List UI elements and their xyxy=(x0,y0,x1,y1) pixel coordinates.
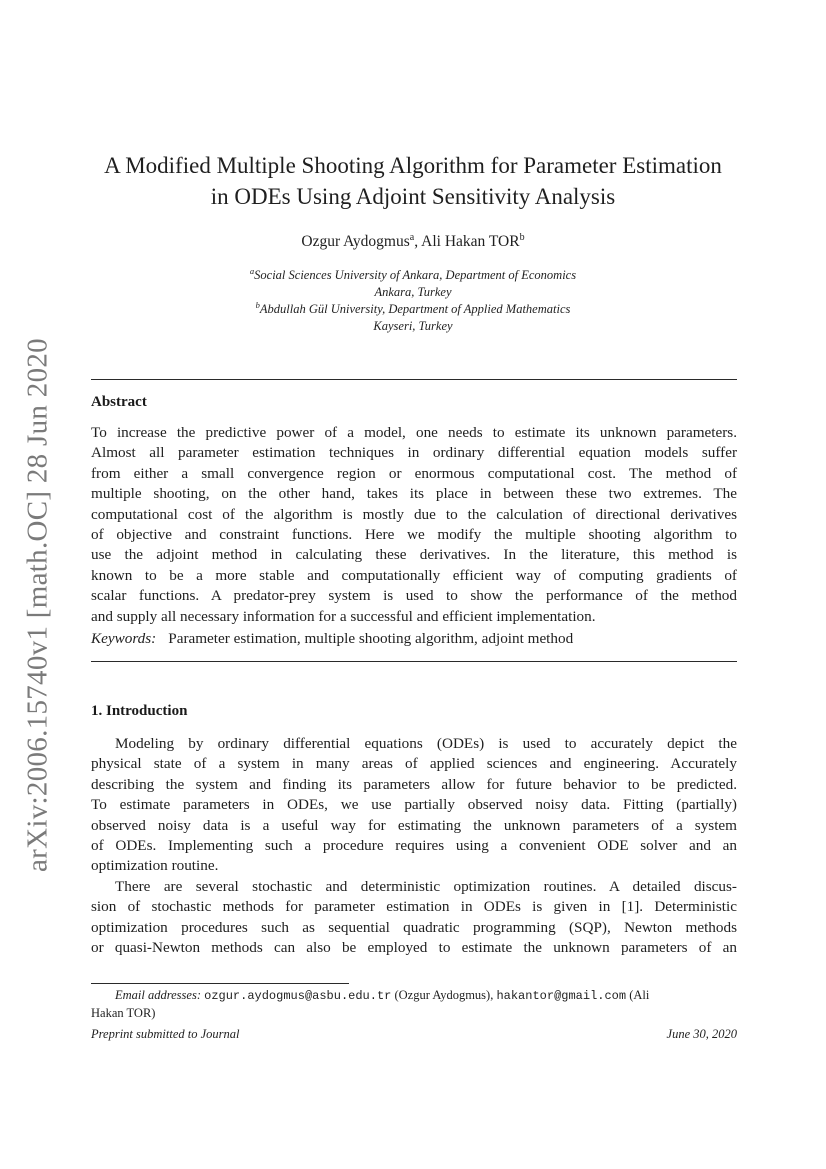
affiliation-b-mark: b xyxy=(255,300,260,310)
preprint-date: June 30, 2020 xyxy=(666,1027,737,1041)
keywords-label: Keywords: xyxy=(91,630,157,647)
affiliation-a xyxy=(80,263,746,301)
abstract-heading: Abstract xyxy=(91,394,147,410)
abstract-body xyxy=(91,423,737,627)
author-1: Ozgur Aydogmus xyxy=(301,233,410,251)
title-line-1: A Modified Multiple Shooting Algorithm for Parameter Estimation xyxy=(104,153,722,178)
intro-line: optimization procedures such as sequential quadratic programming (SQP), Newton methods xyxy=(91,918,737,936)
affiliation-b-line-2: Kayseri, Turkey xyxy=(373,319,453,334)
abstract-bottom-rule xyxy=(91,661,737,662)
intro-line: There are several stochastic and deterministic optimization routines. A detailed discus- xyxy=(115,878,737,895)
abstract-line: Almost all parameter estimation techniques in ordinary differential equation models suffer xyxy=(91,444,737,462)
footnote-name-2a: (Ali xyxy=(626,988,650,1002)
email-link-1[interactable]: ozgur.aydogmus@asbu.edu.tr xyxy=(204,989,392,1003)
author-2-mark: b xyxy=(519,232,525,243)
footnote-name-2b: Hakan TOR) xyxy=(91,1006,156,1020)
abstract-line: from either a small convergence region or enormous computational cost. The method of xyxy=(91,464,737,482)
intro-line: To estimate parameters in ODEs, we use partially observed noisy data. Fitting (partially) xyxy=(91,796,737,814)
keywords-text: Parameter estimation, multiple shooting algorithm, adjoint method xyxy=(168,630,574,647)
keywords xyxy=(91,630,737,648)
affiliation-a-line-2: Ankara, Turkey xyxy=(374,285,452,300)
affiliation-b-line-1: Abdullah Gül University, Department of Applied Mathematics xyxy=(259,302,571,317)
author-1-mark: a xyxy=(409,232,415,243)
abstract-line: To increase the predictive power of a model, one needs to estimate its unknown parameters. xyxy=(91,424,737,441)
preprint-note: Preprint submitted to Journal xyxy=(91,1027,240,1041)
intro-line: sion of stochastic methods for parameter estimation in ODEs is given in [1]. Deterministic xyxy=(91,898,737,916)
affiliation-b xyxy=(80,297,746,335)
author-2: Ali Hakan TOR xyxy=(421,233,520,251)
footnote xyxy=(91,987,737,1022)
abstract-line: use the adjoint method in calculating these derivatives. In the literature, this method is xyxy=(91,546,737,564)
abstract-line: of objective and constraint functions. Here we modify the multiple shooting algorithm to xyxy=(91,525,737,543)
intro-line: observed noisy data is a useful way for estimating the unknown parameters of a system xyxy=(91,816,737,834)
introduction-paragraph-2 xyxy=(91,877,737,959)
footnote-name-1: (Ozgur Aydogmus), xyxy=(391,988,497,1002)
abstract-top-rule xyxy=(91,379,737,380)
paper-title xyxy=(80,150,746,212)
introduction-paragraph-1 xyxy=(91,734,737,877)
abstract-line: computational cost of the algorithm is mostly due to the calculation of directional derivatives xyxy=(91,505,737,523)
introduction-heading: 1. Introduction xyxy=(91,703,188,719)
abstract-line: and supply all necessary information for a successful and efficient implementation. xyxy=(91,607,596,625)
abstract-line: multiple shooting, on the other hand, takes its place in between these two extremes. The xyxy=(91,485,737,503)
intro-line: describing the system and finding its parameters allow for future behavior to be predicted. xyxy=(91,775,737,793)
intro-line: of ODEs. Implementing such a procedure requires using a convenient ODE solver and an xyxy=(91,836,737,854)
footnote-label: Email addresses: xyxy=(115,988,201,1002)
author-separator: , xyxy=(414,233,422,251)
title-line-2: in ODEs Using Adjoint Sensitivity Analysis xyxy=(210,184,616,209)
affiliation-a-mark: a xyxy=(249,266,255,276)
intro-line: physical state of a system in many areas of applied sciences and engineering. Accurately xyxy=(91,755,737,773)
intro-line: optimization routine. xyxy=(91,857,219,875)
abstract-line: scalar functions. A predator-prey system is used to show the performance of the method xyxy=(91,587,737,605)
footnote-rule xyxy=(91,983,349,984)
author-list xyxy=(80,232,746,251)
abstract-line: known to be a more stable and computationally efficient way of computing gradients of xyxy=(91,566,737,584)
arxiv-stamp xyxy=(18,320,58,890)
email-link-2[interactable]: hakantor@gmail.com xyxy=(496,989,627,1003)
arxiv-id: arXiv:2006.15740v1 [math.OC] 28 Jun 2020 xyxy=(21,338,54,872)
intro-line: Modeling by ordinary differential equations (ODEs) is used to accurately depict the xyxy=(115,735,737,752)
intro-line: or quasi-Newton methods can also be employed to estimate the unknown parameters of an xyxy=(91,939,737,957)
affiliation-a-line-1: Social Sciences University of Ankara, Department of Economics xyxy=(254,268,577,283)
